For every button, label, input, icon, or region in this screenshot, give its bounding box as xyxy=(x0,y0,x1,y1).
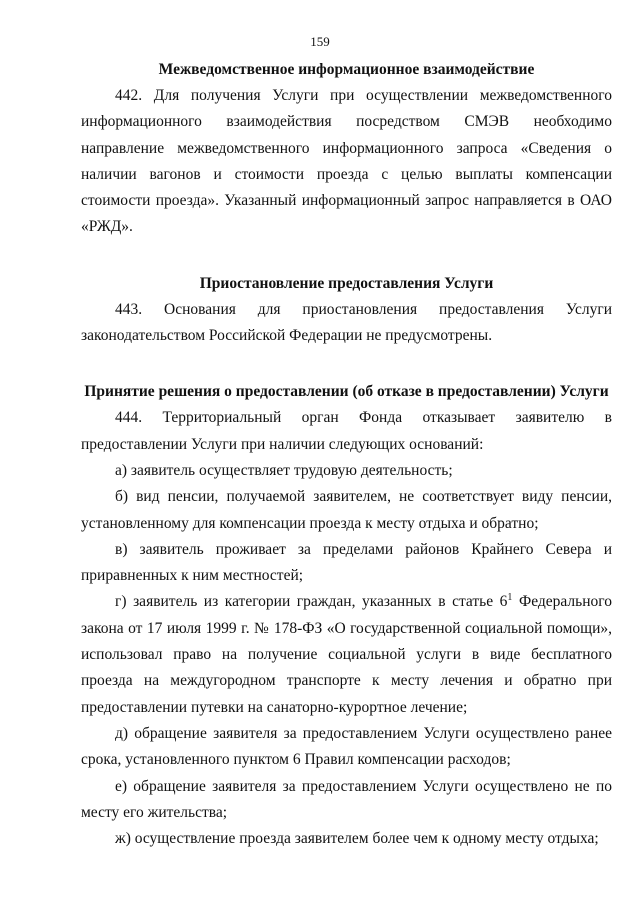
paragraph-443: 443. Основания для приостановления предоставления Услуги законодательством Российской Федерации не предусмотрены. xyxy=(81,300,612,345)
item-g-text-start: г) заявитель из категории граждан, указанных в статье 6 xyxy=(115,593,508,611)
heading-suspension: Приостановление предоставления Услуги xyxy=(199,274,494,292)
paragraph-444: 444. Территориальный орган Фонда отказывает заявителю в предоставлении Услуги при наличии следующих оснований: xyxy=(81,409,612,453)
paragraph-item-a: а) заявитель осуществляет трудовую деятельность; xyxy=(115,461,453,479)
item-g-text-end: Федерального закона от 17 июля 1999 г. № 178-ФЗ «О государственной социальной помощи», использовал право на получение социальной услуги в виде бесплатного проезда на междугородном транспорте к месту лечения и обратно при предоставлении путевки на санаторно-курортное лечение; xyxy=(81,593,612,716)
paragraph-item-g xyxy=(81,589,612,720)
paragraph-item-e: е) обращение заявителя за предоставлением Услуги осуществлено не по месту его жительства; xyxy=(81,777,612,821)
paragraph-442: 442. Для получения Услуги при осуществлении межведомственного информационного взаимодействия посредством СМЭВ необходимо направление межведомственного информационного запроса «Сведения о наличии вагонов и стоимости проезда с целью выплаты компенсации стоимости проезда». Указанный информационный запрос направляется в ОАО «РЖД». xyxy=(81,87,612,236)
page-content xyxy=(81,57,612,852)
paragraph-item-v: в) заявитель проживает за пределами районов Крайнего Севера и приравненных к ним местностей; xyxy=(81,540,612,585)
footnote-superscript: 1 xyxy=(507,592,513,604)
paragraph-item-zh: ж) осуществление проезда заявителем более чем к одному месту отдыха; xyxy=(115,830,599,848)
paragraph-item-b: б) вид пенсии, получаемой заявителем, не соответствует виду пенсии, установленному для компенсации проезда к месту отдыха и обратно; xyxy=(81,488,612,532)
heading-interagency-interaction: Межведомственное информационное взаимодействие xyxy=(158,61,535,78)
paragraph-item-d: д) обращение заявителя за предоставлением Услуги осуществлено ранее срока, установленного пунктом 6 Правил компенсации расходов; xyxy=(81,724,612,769)
heading-decision: Принятие решения о предоставлении (об отказе в предоставлении) Услуги xyxy=(84,383,609,401)
page-number: 159 xyxy=(310,34,330,49)
